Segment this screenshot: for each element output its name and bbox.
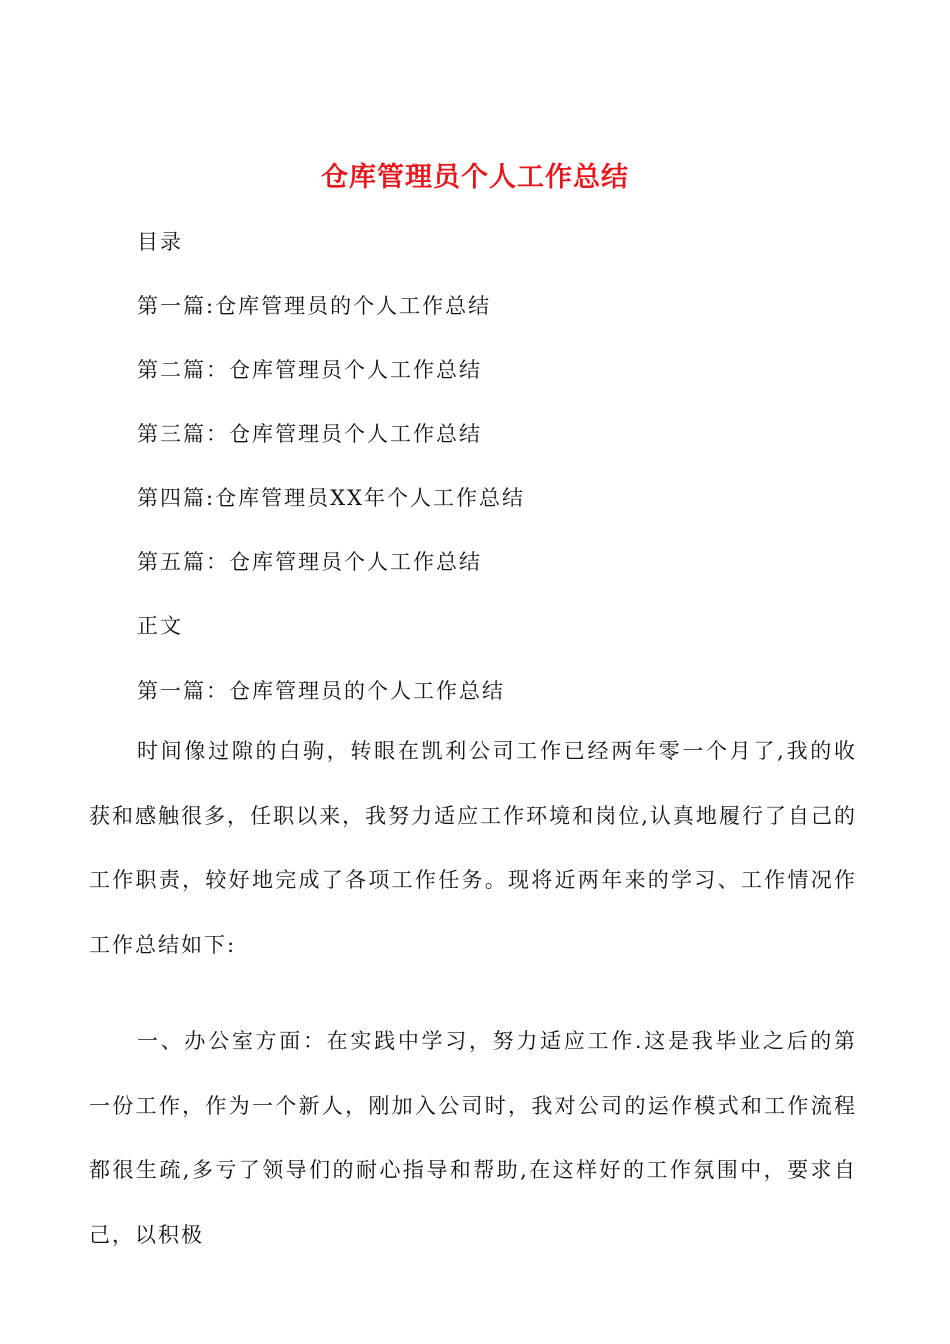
toc-item-2: 第二篇：仓库管理员个人工作总结 [137, 358, 482, 382]
document-title: 仓库管理员个人工作总结 [321, 162, 629, 193]
body-paragraph: 一、办公室方面：在实践中学习，努力适应工作.这是我毕业之后的第一份工作，作为一个新人，刚加入公司时，我对公司的运作模式和工作流程都很生疏,多亏了领导们的耐心指导和帮助,在这样好的工作氛围中，要求自己，以积极 [89, 1029, 857, 1247]
toc-heading: 目录 [137, 230, 183, 254]
toc-item-4: 第四篇:仓库管理员XX年个人工作总结 [137, 486, 525, 510]
body-paragraph: 时间像过隙的白驹，转眼在凯利公司工作已经两年零一个月了,我的收获和感触很多，任职以来，我努力适应工作环境和岗位,认真地履行了自己的工作职责，较好地完成了各项工作任务。现将近两年来的学习、工作情况作工作总结如下: [89, 739, 857, 957]
toc-item-3: 第三篇：仓库管理员个人工作总结 [137, 422, 482, 446]
section-heading: 第一篇：仓库管理员的个人工作总结 [137, 679, 505, 703]
toc-item-5: 第五篇：仓库管理员个人工作总结 [137, 550, 482, 574]
body-heading: 正文 [137, 614, 183, 638]
toc-item-1: 第一篇:仓库管理员的个人工作总结 [137, 294, 492, 318]
